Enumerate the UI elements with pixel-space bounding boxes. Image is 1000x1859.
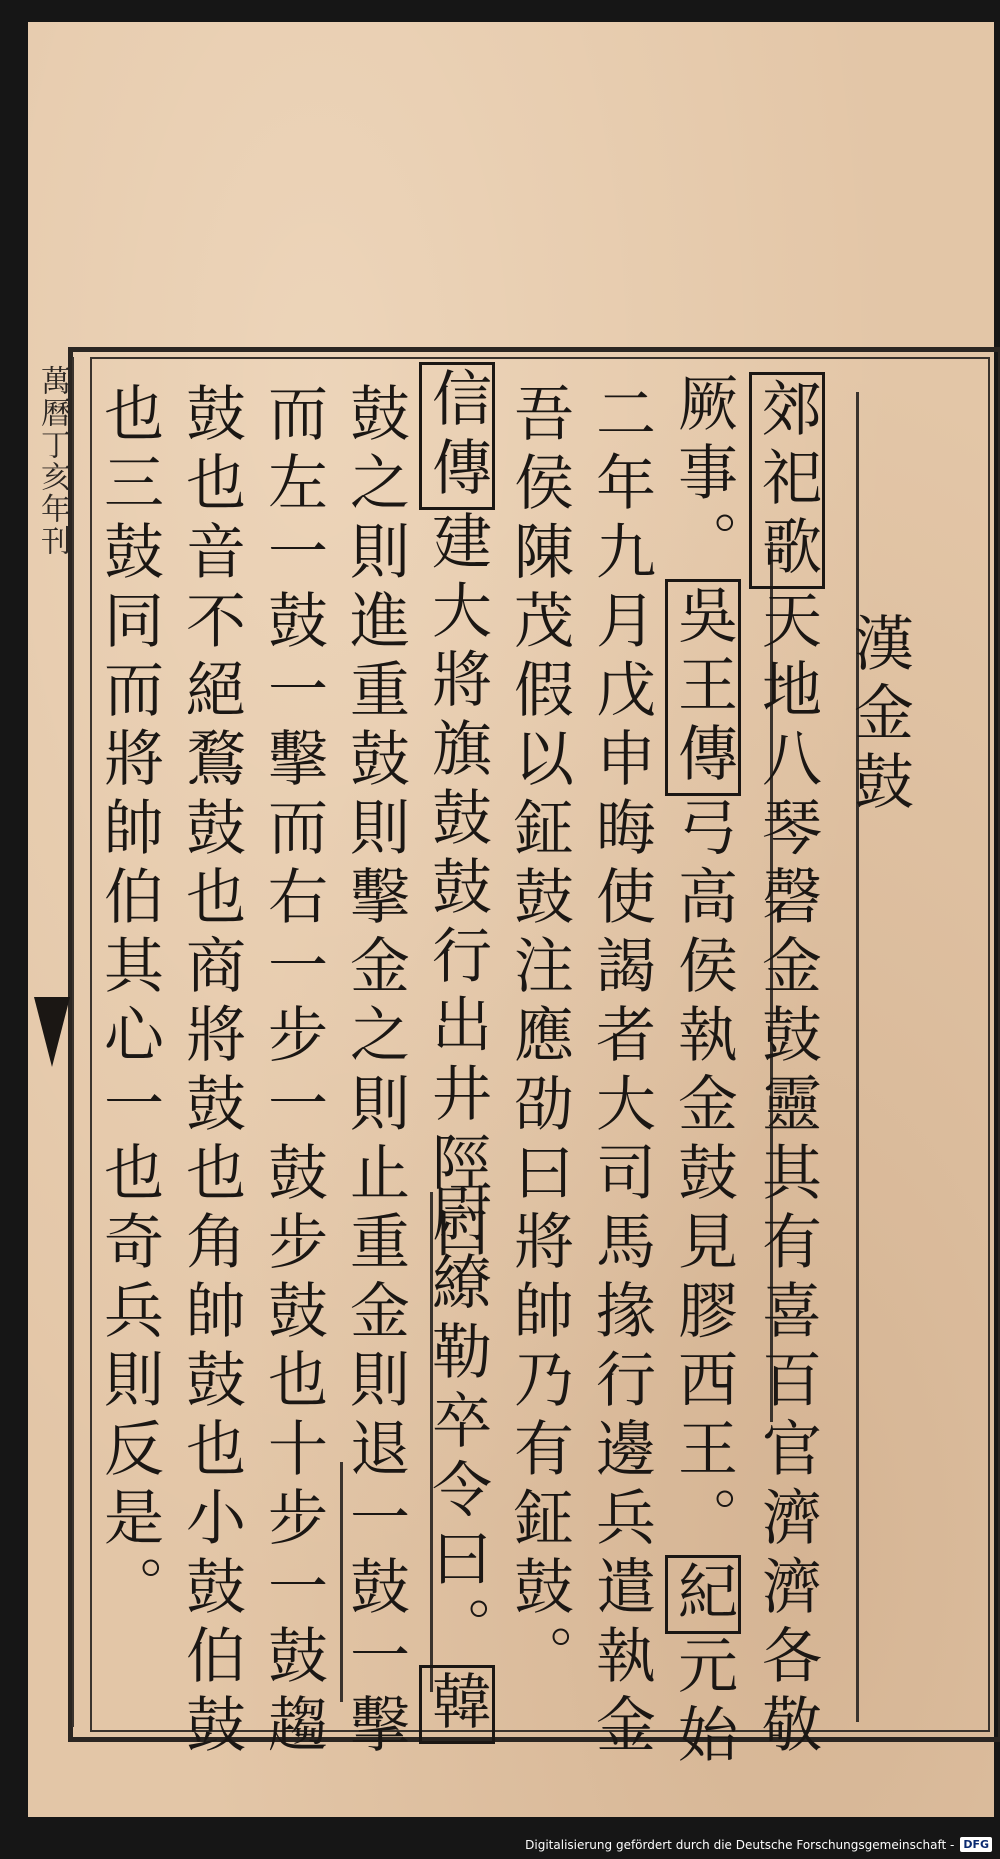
margin-publication-note: 萬曆丁亥年刊 (35, 365, 70, 557)
text-column-5 (416, 362, 498, 1269)
column-text: 元始 (668, 1634, 738, 1772)
column-text: 厥事。 (668, 372, 738, 579)
text-column-2 (662, 372, 744, 1772)
text-column-3: 二年九月戊申晦使謁者大司馬掾行邊兵遣執金 (586, 382, 656, 1762)
margin-column (30, 357, 74, 1727)
source-label: 紀 (665, 1555, 741, 1634)
source-label: 韓 (419, 1665, 495, 1744)
source-label: 郊祀歌 (749, 372, 825, 589)
dfg-logo: DFG (960, 1837, 992, 1852)
text-column-1 (746, 372, 828, 1762)
credit-text: Digitalisierung gefördert durch die Deutsche Forschungsgemeinschaft - (525, 1837, 955, 1852)
digitization-credit (525, 1837, 992, 1852)
text-column-8: 鼓也音不絕鶩鼓也商將鼓也角帥鼓也小鼓伯鼓 (176, 382, 246, 1762)
text-column-6: 鼓之則進重鼓則擊金之則止重金則退一鼓一擊 (340, 382, 410, 1762)
text-column-7: 而左一鼓一擊而右一步一鼓步鼓也十步一鼓趨 (258, 382, 328, 1762)
text-column-9: 也三鼓同而將帥伯其心一也奇兵則反是。 (94, 382, 164, 1624)
heading: 漢金鼓 (844, 612, 914, 819)
source-label: 信傳 (419, 362, 495, 510)
text-column-5-tail (416, 1182, 498, 1744)
column-text: 建大將旗鼓鼓行出井陘口 (422, 510, 492, 1269)
column-text: 天地八琴磬金鼓靈其有喜百官濟濟各敬 (752, 589, 822, 1762)
column-rule (856, 392, 859, 1722)
book-page (28, 22, 994, 1817)
column-text: 尉繚勒卒令曰。 (422, 1182, 492, 1665)
text-column-4: 吾侯陳茂假以鉦鼓注應劭曰將帥乃有鉦鼓。 (504, 382, 574, 1693)
fishtail-mark (34, 997, 70, 1067)
column-text: 弓高侯執金鼓見膠西王。 (668, 796, 738, 1555)
source-label: 吳王傳 (665, 579, 741, 796)
